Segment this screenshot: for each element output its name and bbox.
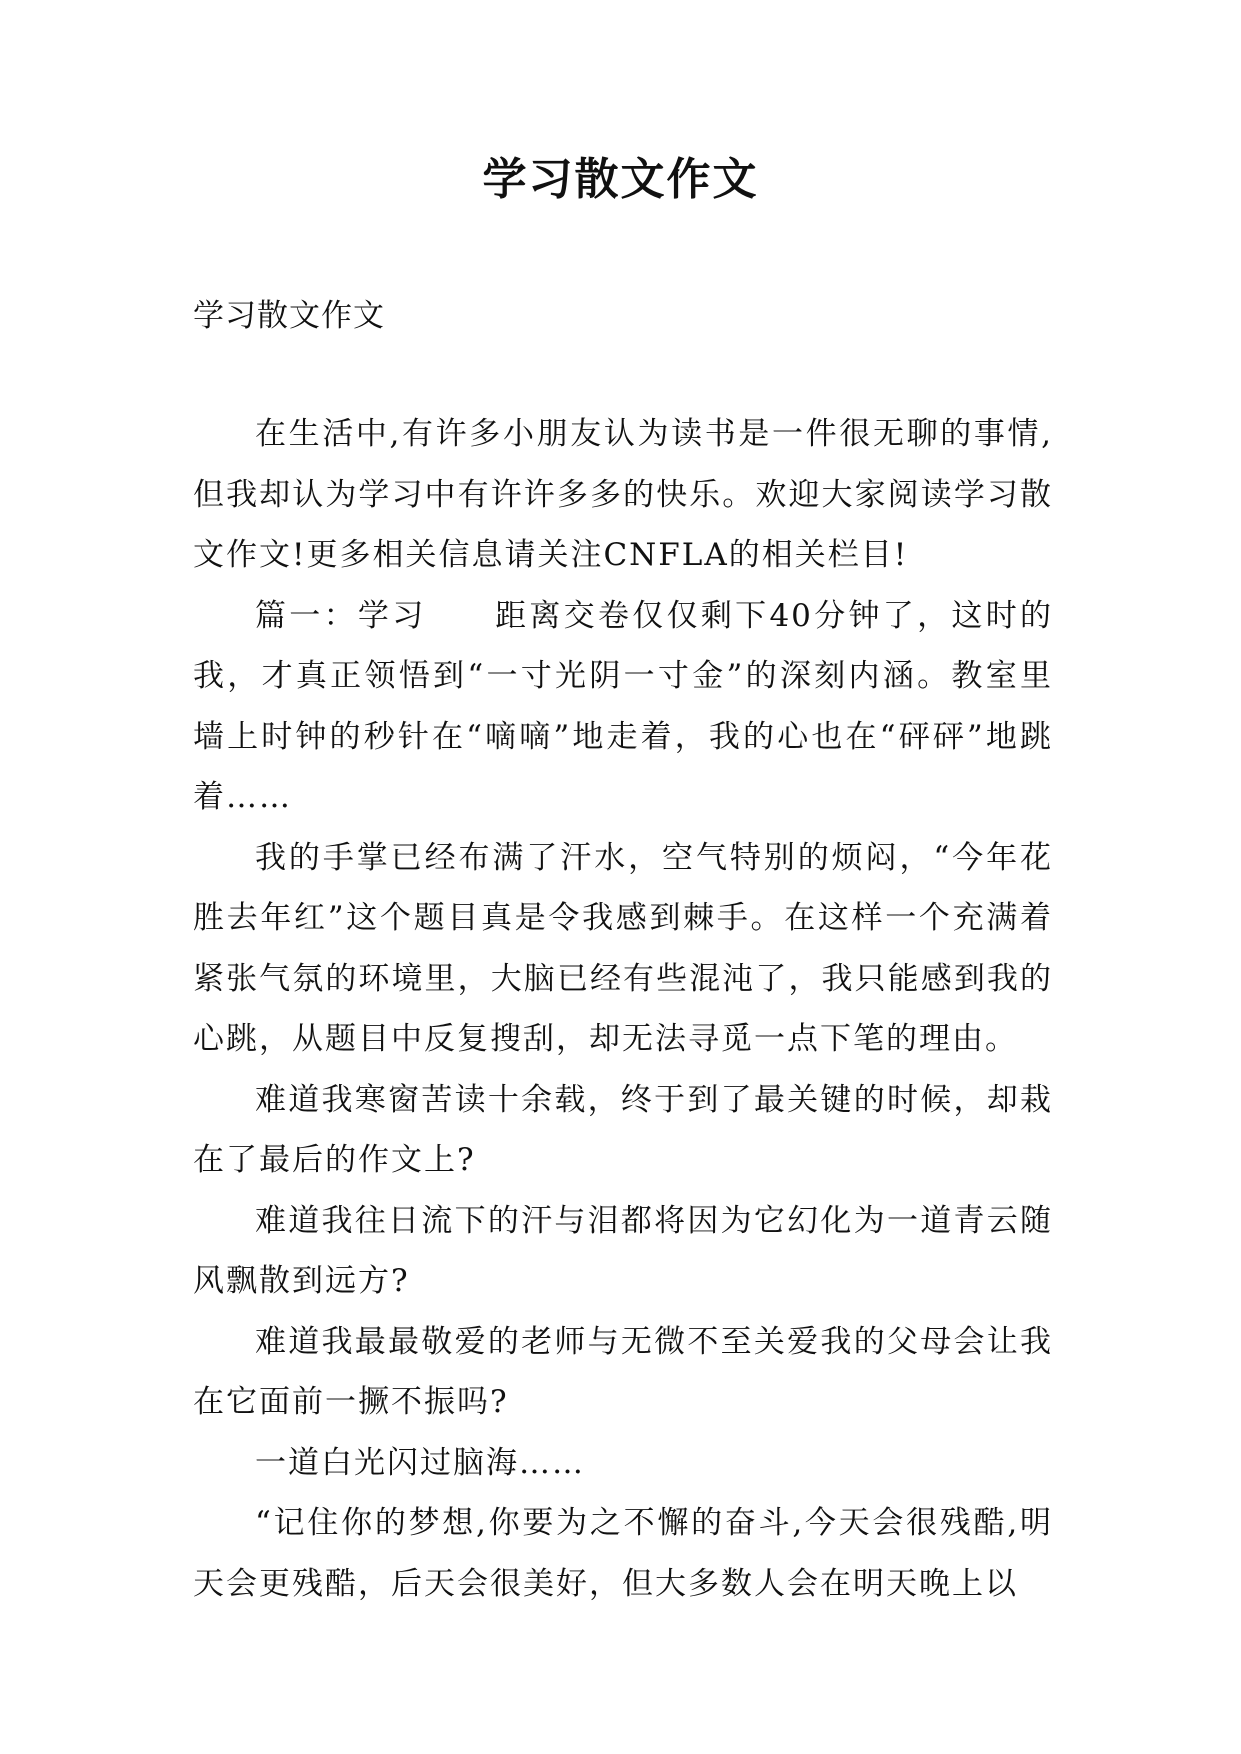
paragraph: 难道我往日流下的汗与泪都将因为它幻化为一道青云随风飘散到远方? (193, 1202, 1053, 1299)
paragraph: 我的手掌已经布满了汗水，空气特别的烦闷，“今年花胜去年红”这个题目真是令我感到棘手。在这样一个充满着紧张气氛的环境里，大脑已经有些混沌了，我只能感到我的心跳，从题目中反复搜刮，却无法寻觅一点下笔的理由。 (193, 839, 1053, 1057)
paragraph: 难道我最最敬爱的老师与无微不至关爱我的父母会让我在它面前一撅不振吗? (193, 1323, 1053, 1420)
document-body (193, 404, 1053, 1614)
document-subtitle: 学习散文作文 (193, 298, 385, 334)
paragraph: “记住你的梦想,你要为之不懈的奋斗,今天会很残酷,明天会更残酷，后天会很美好，但大多数人会在明天晚上以 (193, 1505, 1053, 1602)
paragraph: 一道白光闪过脑海…… (255, 1444, 585, 1481)
document-title: 学习散文作文 (482, 154, 759, 205)
paragraph: 篇一：学习 距离交卷仅仅剩下40分钟了，这时的我，才真正领悟到“一寸光阴一寸金”的深刻内涵。教室里墙上时钟的秒针在“嘀嘀”地走着，我的心也在“砰砰”地跳着…… (193, 597, 1053, 815)
paragraph: 在生活中,有许多小朋友认为读书是一件很无聊的事情,但我却认为学习中有许许多多的快乐。欢迎大家阅读学习散文作文!更多相关信息请关注CNFLA的相关栏目! (193, 416, 1053, 573)
paragraph: 难道我寒窗苦读十余载，终于到了最关键的时候，却栽在了最后的作文上? (193, 1081, 1053, 1178)
